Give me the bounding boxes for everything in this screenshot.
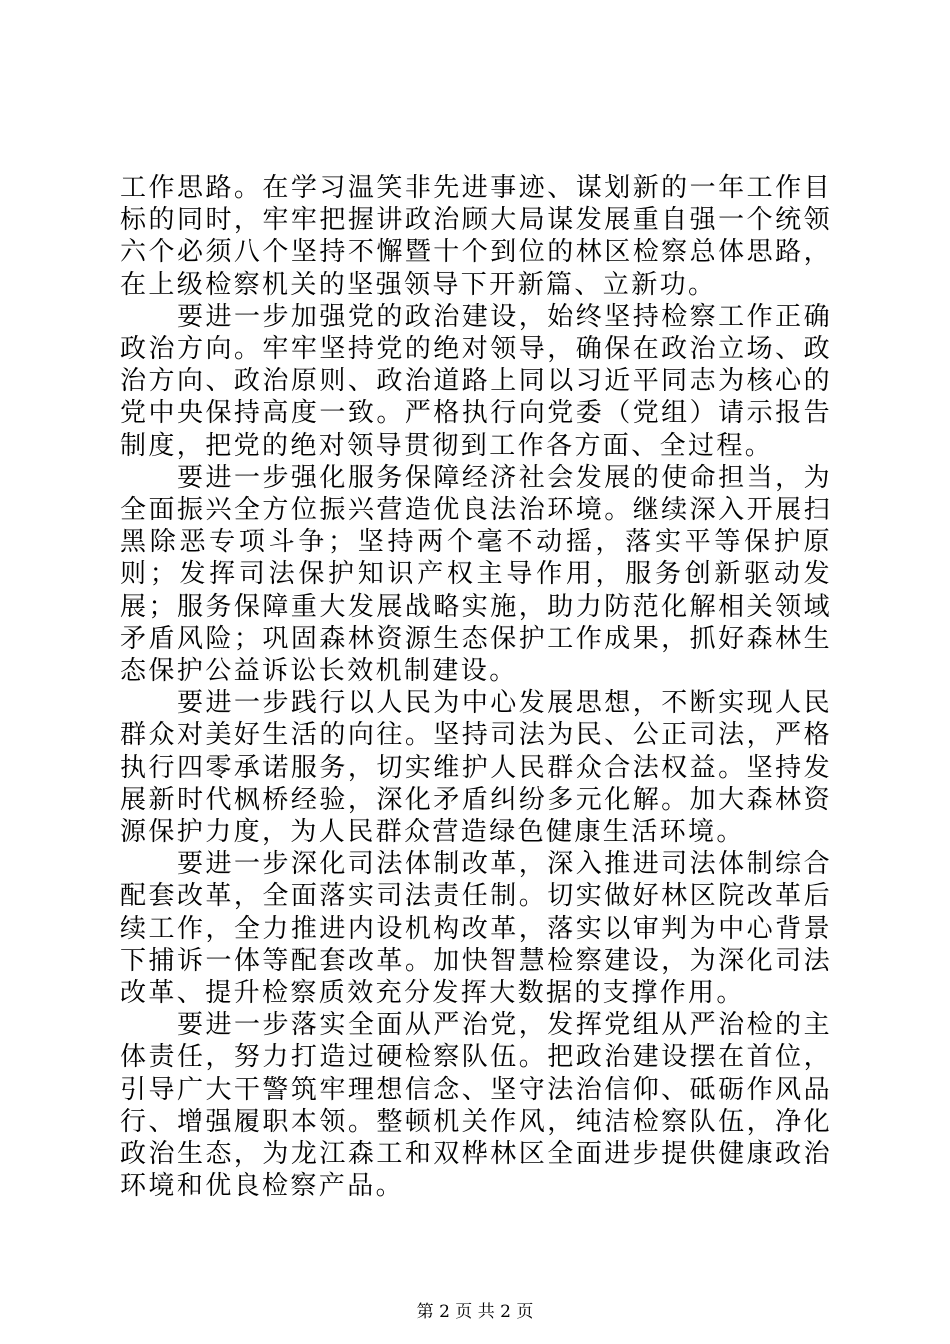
page-number-footer: 第 2 页 共 2 页: [416, 1302, 534, 1322]
paragraph-continued: 工作思路。在学习温笑非先进事迹、谋划新的一年工作目标的同时，牢牢把握讲政治顾大局谋发展重自强一个统领六个必须八个坚持不懈暨十个到位的林区检察总体思路，在上级检察机关的坚强领导下开新篇、立新功。: [120, 173, 832, 300]
paragraph-people-centered: 要进一步践行以人民为中心发展思想，不断实现人民群众对美好生活的向往。坚持司法为民、公正司法，严格执行四零承诺服务，切实维护人民群众合法权益。坚持发展新时代枫桥经验，深化矛盾纠纷多元化解。加大森林资源保护力度，为人民群众营造绿色健康生活环境。: [120, 688, 832, 848]
paragraph-judicial-reform: 要进一步深化司法体制改革，深入推进司法体制综合配套改革，全面落实司法责任制。切实做好林区院改革后续工作，全力推进内设机构改革，落实以审判为中心背景下捕诉一体等配套改革。加快智慧检察建设，为深化司法改革、提升检察质效充分发挥大数据的支撑作用。: [120, 849, 832, 1009]
document-body: [120, 172, 832, 1203]
paragraph-service-guarantee: 要进一步强化服务保障经济社会发展的使命担当，为全面振兴全方位振兴营造优良法治环境。继续深入开展扫黑除恶专项斗争；坚持两个毫不动摇，落实平等保护原则；发挥司法保护知识产权主导作用，服务创新驱动发展；服务保障重大发展战略实施，助力防范化解相关领域矛盾风险；巩固森林资源生态保护工作成果，抓好森林生态保护公益诉讼长效机制建设。: [120, 462, 832, 687]
paragraph-party-discipline: 要进一步落实全面从严治党，发挥党组从严治检的主体责任，努力打造过硬检察队伍。把政治建设摆在首位，引导广大干警筑牢理想信念、坚守法治信仰、砥砺作风品行、增强履职本领。整顿机关作风，纯洁检察队伍，净化政治生态，为龙江森工和双桦林区全面进步提供健康政治环境和优良检察产品。: [120, 1010, 832, 1202]
paragraph-political-building: 要进一步加强党的政治建设，始终坚持检察工作正确政治方向。牢牢坚持党的绝对领导，确保在政治立场、政治方向、政治原则、政治道路上同以习近平同志为核心的党中央保持高度一致。严格执行向党委（党组）请示报告制度，把党的绝对领导贯彻到工作各方面、全过程。: [120, 301, 832, 461]
